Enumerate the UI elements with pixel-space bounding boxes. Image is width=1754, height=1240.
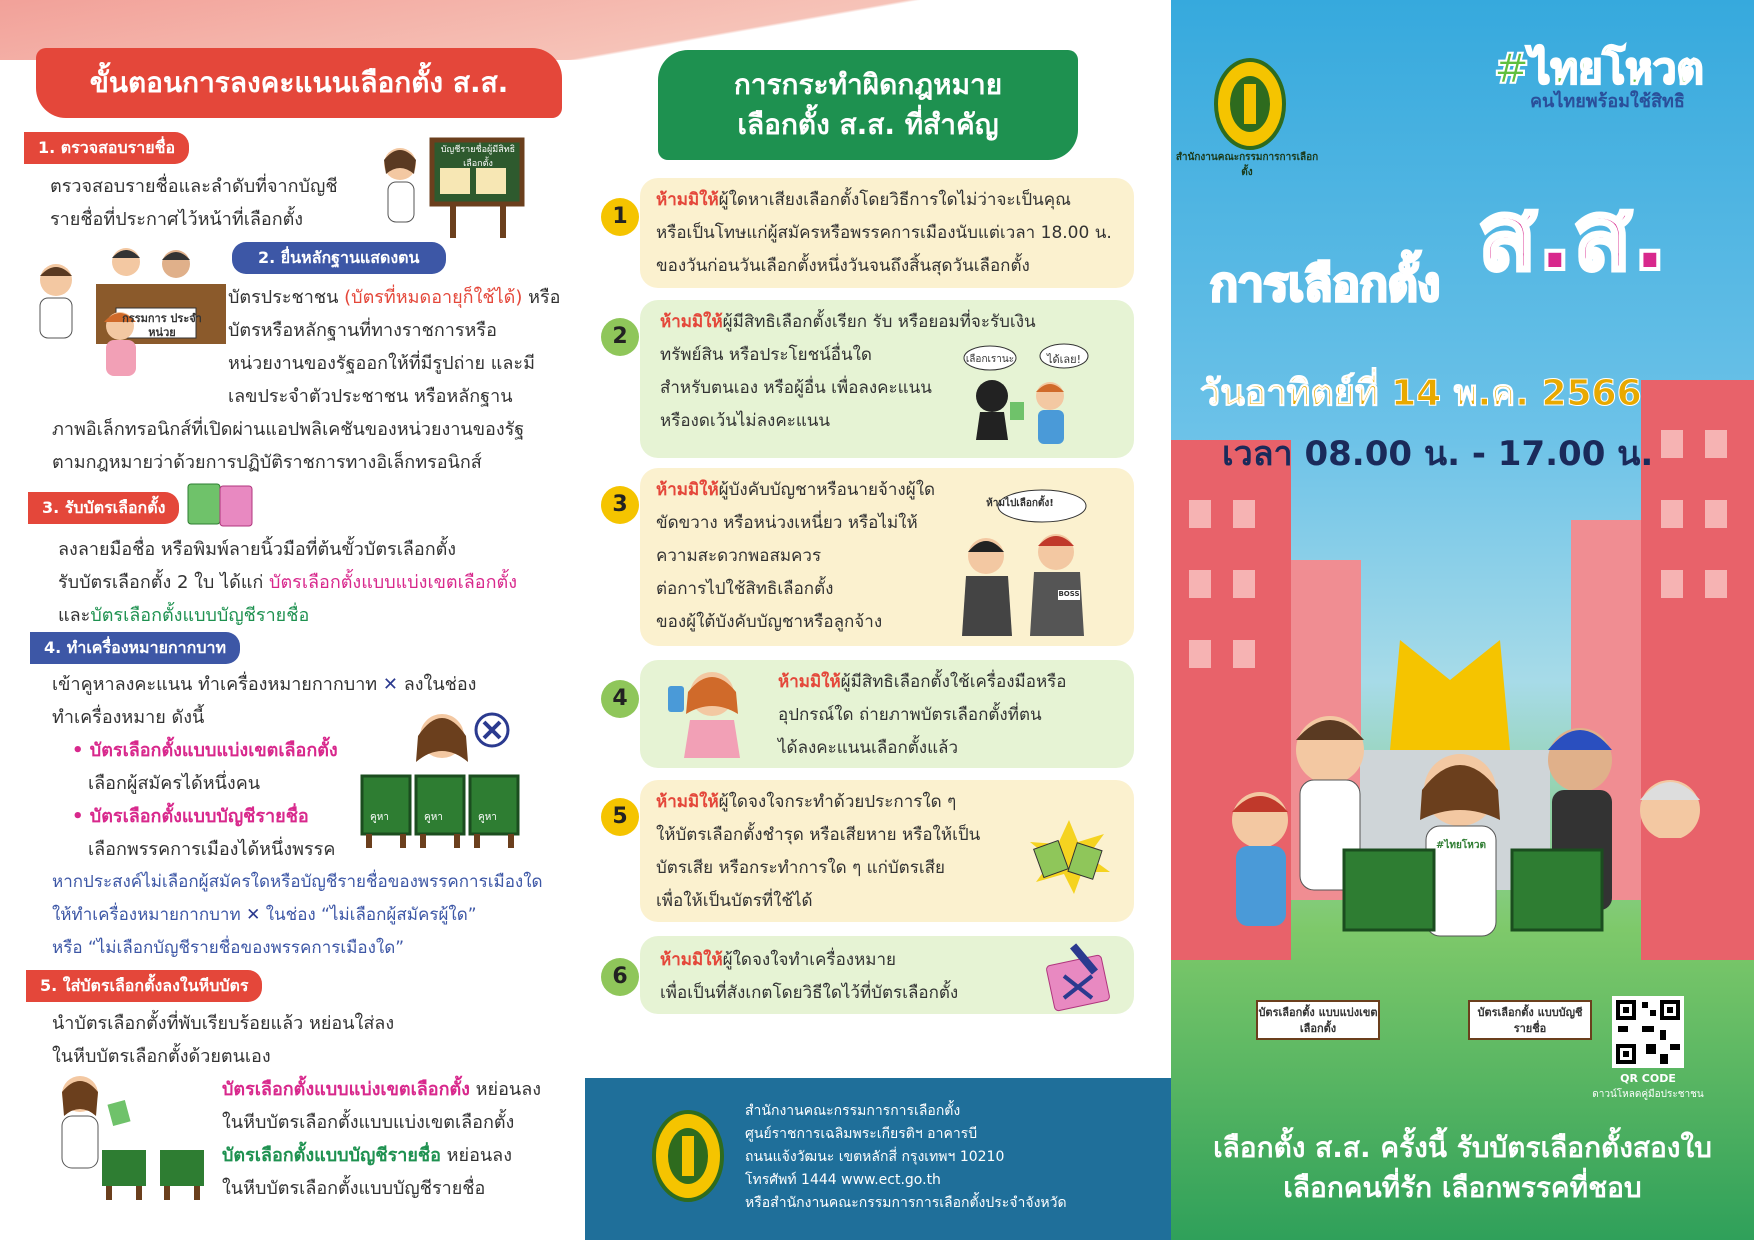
step4-bullet-2: • บัตรเลือกตั้งแบบบัญชีรายชื่อ bbox=[72, 806, 309, 827]
rule-4-line-3: ได้ลงคะแนนเลือกตั้งแล้ว bbox=[778, 738, 959, 758]
prohibit-label: ห้ามมิให้ bbox=[660, 312, 723, 332]
step2-text-3: หน่วยงานของรัฐออกให้ที่มีรูปถ่าย และมี bbox=[228, 353, 535, 374]
rule-6-line-2: เพื่อเป็นที่สังเกตโดยวิธีใดไว้ที่บัตรเลือกตั้ง bbox=[660, 983, 959, 1003]
qr-code-icon[interactable] bbox=[1612, 996, 1684, 1068]
step2-text-1 bbox=[228, 281, 560, 314]
rule-5-line-1 bbox=[656, 786, 956, 819]
step4-label: 4. ทำเครื่องหมายกากบาท bbox=[30, 632, 240, 664]
rule-2-line-1 bbox=[660, 306, 1036, 339]
step2-label: 2. ยื่นหลักฐานแสดงตน bbox=[232, 242, 446, 274]
note-mark-text: ให้ทำเครื่องหมายกากบาท bbox=[52, 905, 247, 925]
ballot-box-illustration bbox=[40, 1072, 210, 1202]
expired-ok-note: (บัตรที่หมดอายุก็ใช้ได้) bbox=[344, 287, 523, 308]
torn-ballot-icon bbox=[1024, 816, 1114, 896]
step3-label: 3. รับบัตรเลือกตั้ง bbox=[28, 492, 179, 524]
mark-cross-text: เข้าคูหาลงคะแนน ทำเครื่องหมายกากบาท bbox=[52, 674, 383, 695]
hashtag-tagline: คนไทยพร้อมใช้สิทธิ bbox=[1530, 91, 1685, 112]
step4-text-2: ทำเครื่องหมาย ดังนี้ bbox=[52, 707, 205, 728]
prohibit-label: ห้ามมิให้ bbox=[656, 480, 719, 500]
rule-4-number: 4 bbox=[601, 680, 639, 718]
rule-5-line-2: ให้บัตรเลือกตั้งชำรุด หรือเสียหาย หรือให้เป็น bbox=[656, 825, 981, 845]
ballot-cards-icon bbox=[186, 480, 256, 528]
rule-4-text: ผู้มีสิทธิเลือกตั้งใช้เครื่องมือหรือ bbox=[840, 672, 1067, 692]
rule-1-line-3: ของวันก่อนวันเลือกตั้งหนึ่งวันจนถึงสิ้นสุดวันเลือกตั้ง bbox=[656, 256, 1030, 276]
party-box-label: บัตรเลือกตั้ง แบบบัญชีรายชื่อ bbox=[1468, 1000, 1592, 1040]
step5-text-4: ในหีบบัตรเลือกตั้งแบบแบ่งเขตเลือกตั้ง bbox=[222, 1112, 515, 1133]
id-card-text: บัตรประชาชน bbox=[228, 287, 345, 308]
election-title: การเลือกตั้ง bbox=[1210, 257, 1441, 311]
qr-code-caption: ดาวน์โหลดคู่มือประชาชน bbox=[1592, 1089, 1704, 1100]
district-ballot-drop: บัตรเลือกตั้งแบบแบ่งเขตเลือกตั้ง bbox=[222, 1079, 470, 1100]
step1-text-1: ตรวจสอบรายชื่อและลำดับที่จากบัญชี bbox=[50, 176, 338, 197]
ect-emblem-caption: สำนักงานคณะกรรมการการเลือกตั้ง bbox=[1175, 152, 1319, 178]
step2-text-6: ตามกฎหมายว่าด้วยการปฏิบัติราชการทางอิเล็กทรอนิกส์ bbox=[52, 452, 482, 473]
happy-voters-illustration bbox=[1200, 640, 1740, 1000]
step5-text-5 bbox=[222, 1139, 512, 1172]
step5-label: 5. ใส่บัตรเลือกตั้งลงในหีบบัตร bbox=[26, 970, 262, 1002]
qr-code-label: QR CODE bbox=[1620, 1072, 1676, 1085]
district-box-label: บัตรเลือกตั้ง แบบแบ่งเขตเลือกตั้ง bbox=[1256, 1000, 1380, 1040]
building-left-windows bbox=[1189, 500, 1211, 528]
step2-text-4: เลขประจำตัวประชาชน หรือหลักฐาน bbox=[228, 386, 513, 407]
rule-3-line-5: ของผู้ใต้บังคับบัญชาหรือลูกจ้าง bbox=[656, 612, 883, 632]
step4-note-3: หรือ “ไม่เลือกบัญชีรายชื่อของพรรคการเมืองใด” bbox=[52, 938, 405, 958]
bribe-bubble-2: ได้เลย! bbox=[1046, 353, 1082, 366]
drop-text-1: หย่อนลง bbox=[469, 1079, 542, 1100]
step4-bullet-2-desc: เลือกพรรคการเมืองได้หนึ่งพรรค bbox=[88, 839, 336, 860]
bribe-bubble-1: เลือกเรานะ bbox=[965, 354, 1015, 365]
note-cross-icon: ✕ bbox=[246, 905, 261, 925]
rule-5-text: ผู้ใดจงใจกระทำด้วยประการใด ๆ bbox=[718, 792, 957, 812]
in-box-text: ลงในช่อง bbox=[397, 674, 477, 695]
district-ballot-bullet: บัตรเลือกตั้งแบบแบ่งเขตเลือกตั้ง bbox=[89, 740, 338, 761]
drop-text-2: หย่อนลง bbox=[440, 1145, 513, 1166]
booth-label-1: คูหา bbox=[370, 812, 389, 823]
contact-line-1: สำนักงานคณะกรรมการการเลือกตั้ง bbox=[745, 1103, 961, 1119]
committee-sign: กรรมการ ประจำหน่วย bbox=[122, 312, 202, 339]
prohibit-label: ห้ามมิให้ bbox=[660, 950, 723, 970]
step3-text-1: ลงลายมือชื่อ หรือพิมพ์ลายนิ้วมือที่ต้นขั้วบัตรเลือกตั้ง bbox=[58, 539, 457, 560]
step2-text-2: บัตรหรือหลักฐานที่ทางราชการหรือ bbox=[228, 320, 497, 341]
rule-6-text: ผู้ใดจงใจทำเครื่องหมาย bbox=[722, 950, 896, 970]
rule-2-line-3: สำหรับตนเอง หรือผู้อื่น เพื่อลงคะแนน bbox=[660, 378, 932, 398]
step4-text-1 bbox=[52, 668, 476, 701]
rule-4-line-1 bbox=[778, 666, 1067, 699]
election-title-mp: ส.ส. bbox=[1478, 180, 1669, 292]
rule-3-line-2: ขัดขวาง หรือหน่วงเหนี่ยว หรือไม่ให้ bbox=[656, 513, 918, 533]
and-text: และ bbox=[58, 605, 91, 626]
contact-address bbox=[745, 1100, 1067, 1215]
step5-text-3 bbox=[222, 1073, 541, 1106]
shirt-logo: #ไทยโหวต bbox=[1436, 840, 1486, 851]
receive-two-text: รับบัตรเลือกตั้ง 2 ใบ ได้แก่ bbox=[58, 572, 270, 593]
rule-3-number: 3 bbox=[601, 486, 639, 524]
boss-tag: BOSS bbox=[1058, 590, 1080, 598]
voting-booth-illustration bbox=[356, 700, 526, 850]
ect-emblem bbox=[1212, 54, 1288, 154]
rule-3-line-1 bbox=[656, 474, 935, 507]
building-right-windows bbox=[1661, 430, 1683, 458]
rule-1-text: ผู้ใดหาเสียงเลือกตั้งโดยวิธีการใดไม่ว่าจะเป็นคุณ bbox=[718, 190, 1071, 210]
ect-emblem-footer bbox=[650, 1106, 726, 1206]
rule-2-text: ผู้มีสิทธิเลือกตั้งเรียก รับ หรือยอมที่จะรับเงิน bbox=[722, 312, 1036, 332]
photo-ballot-illustration bbox=[656, 658, 756, 758]
prohibit-label: ห้ามมิให้ bbox=[656, 190, 719, 210]
rule-4-line-2: อุปกรณ์ใด ถ่ายภาพบัตรเลือกตั้งที่ตน bbox=[778, 705, 1042, 725]
bottom-slogan-1: เลือกตั้ง ส.ส. ครั้งนี้ รับบัตรเลือกตั้งสองใบ bbox=[1213, 1131, 1712, 1164]
rule-2-number: 2 bbox=[601, 318, 639, 356]
step3-text-3 bbox=[58, 599, 309, 632]
party-ballot-drop: บัตรเลือกตั้งแบบบัญชีรายชื่อ bbox=[222, 1145, 441, 1166]
party-list-ballot-text: บัตรเลือกตั้งแบบบัญชีรายชื่อ bbox=[90, 605, 310, 626]
booth-label-3: คูหา bbox=[478, 812, 497, 823]
rule-5-line-3: บัตรเสีย หรือกระทำการใด ๆ แก่บัตรเสีย bbox=[656, 858, 945, 878]
rule-5-number: 5 bbox=[601, 798, 639, 836]
rule-2-line-2: ทรัพย์สิน หรือประโยชน์อื่นใด bbox=[660, 345, 872, 365]
rule-1-number: 1 bbox=[601, 198, 639, 236]
contact-line-2: ศูนย์ราชการเฉลิมพระเกียรติฯ อาคารบี bbox=[745, 1126, 978, 1142]
obstruct-bubble: ห้ามไปเลือกตั้ง! bbox=[986, 498, 1054, 509]
marked-ballot-icon bbox=[1040, 940, 1116, 1014]
contact-line-3: ถนนแจ้งวัฒนะ เขตหลักสี่ กรุงเทพฯ 10210 bbox=[745, 1149, 1005, 1165]
election-date: วันอาทิตย์ที่ 14 พ.ค. 2566 bbox=[1200, 373, 1642, 414]
step1-text-2: รายชื่อที่ประกาศไว้หน้าที่เลือกตั้ง bbox=[50, 209, 304, 230]
step5-text-6: ในหีบบัตรเลือกตั้งแบบบัญชีรายชื่อ bbox=[222, 1178, 486, 1199]
step2-text-5: ภาพอิเล็กทรอนิกส์ที่เปิดผ่านแอปพลิเคชันของหน่วยงานของรัฐ bbox=[52, 419, 525, 440]
step4-bullet-1-desc: เลือกผู้สมัครได้หนึ่งคน bbox=[88, 773, 261, 794]
booth-label-2: คูหา bbox=[424, 812, 443, 823]
district-ballot-text: บัตรเลือกตั้งแบบแบ่งเขตเลือกตั้ง bbox=[269, 572, 517, 593]
step5-text-2: ในหีบบัตรเลือกตั้งด้วยตนเอง bbox=[52, 1046, 271, 1067]
notice-board-caption: บัญชีรายชื่อผู้มีสิทธิเลือกตั้ง bbox=[440, 145, 516, 169]
rule-3-line-4: ต่อการไปใช้สิทธิเลือกตั้ง bbox=[656, 579, 834, 599]
party-list-bullet: บัตรเลือกตั้งแบบบัญชีรายชื่อ bbox=[89, 806, 309, 827]
rule-1-line-2: หรือเป็นโทษแก่ผู้สมัครหรือพรรคการเมืองนับแต่เวลา 18.00 น. bbox=[656, 223, 1112, 243]
contact-line-4: โทรศัพท์ 1444 www.ect.go.th bbox=[745, 1172, 941, 1188]
offenses-title-line-1: การกระทำผิดกฎหมาย bbox=[733, 68, 1003, 101]
rule-6-line-1 bbox=[660, 944, 896, 977]
contact-line-5: หรือสำนักงานคณะกรรมการการเลือกตั้งประจำจังหวัด bbox=[745, 1195, 1067, 1211]
step1-label: 1. ตรวจสอบรายชื่อ bbox=[24, 132, 189, 164]
id-check-illustration bbox=[26, 240, 226, 380]
rule-3-text: ผู้บังคับบัญชาหรือนายจ้างผู้ใด bbox=[718, 480, 936, 500]
prohibit-label: ห้ามมิให้ bbox=[656, 792, 719, 812]
offenses-title bbox=[658, 50, 1078, 160]
offenses-title-line-2: เลือกตั้ง ส.ส. ที่สำคัญ bbox=[737, 108, 999, 141]
step4-bullet-1: • บัตรเลือกตั้งแบบแบ่งเขตเลือกตั้ง bbox=[72, 740, 338, 761]
rule-6-number: 6 bbox=[601, 958, 639, 996]
election-time: เวลา 08.00 น. - 17.00 น. bbox=[1222, 434, 1654, 474]
rule-1-line-1 bbox=[656, 184, 1071, 217]
prohibit-label: ห้ามมิให้ bbox=[778, 672, 841, 692]
cross-mark-icon: ✕ bbox=[382, 674, 398, 695]
step5-text-1: นำบัตรเลือกตั้งที่พับเรียบร้อยแล้ว หย่อนใส่ลง bbox=[52, 1013, 395, 1034]
bottom-slogan-2: เลือกคนที่รัก เลือกพรรคที่ชอบ bbox=[1283, 1171, 1642, 1204]
rule-2-line-4: หรืองดเว้นไม่ลงคะแนน bbox=[660, 411, 831, 431]
note-box-text: ในช่อง “ไม่เลือกผู้สมัครผู้ใด” bbox=[260, 905, 477, 925]
step4-note-1: หากประสงค์ไม่เลือกผู้สมัครใดหรือบัญชีรายชื่อของพรรคการเมืองใด bbox=[52, 872, 543, 892]
step3-text-2 bbox=[58, 566, 517, 599]
rule-5-line-4: เพื่อให้เป็นบัตรที่ใช้ได้ bbox=[656, 891, 813, 911]
rule-3-line-3: ความสะดวกพอสมควร bbox=[656, 546, 822, 566]
hashtag-title: #ไทยโหวต bbox=[1494, 44, 1704, 93]
voting-steps-title: ขั้นตอนการลงคะแนนเลือกตั้ง ส.ส. bbox=[36, 48, 562, 118]
step4-note-2 bbox=[52, 899, 477, 932]
or-text: หรือ bbox=[522, 287, 561, 308]
